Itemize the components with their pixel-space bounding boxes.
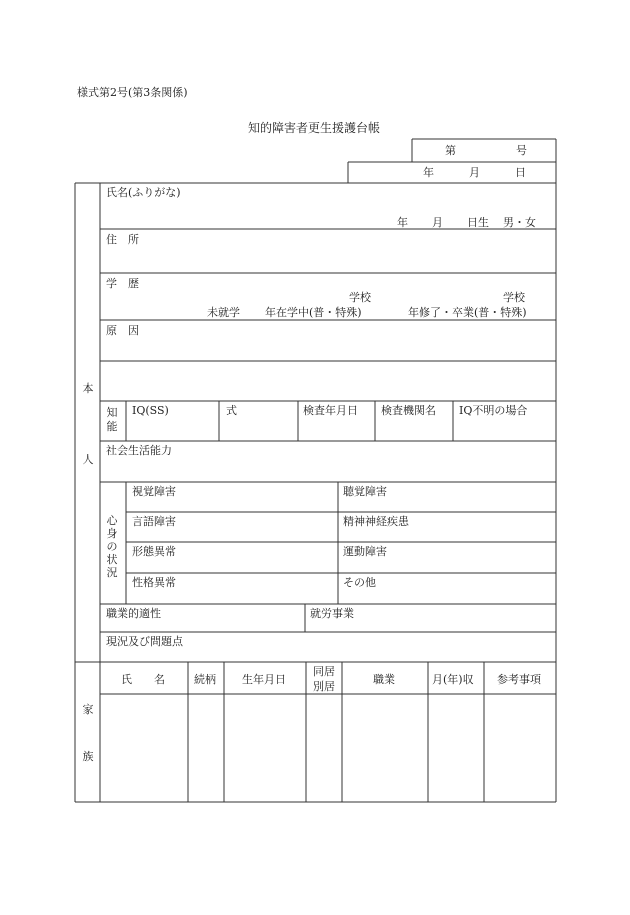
- sex-options: 男・女: [503, 216, 536, 229]
- education-label: 学 歴: [106, 277, 139, 290]
- hearing-impairment-label: 聴覚障害: [343, 485, 387, 498]
- intelligence-label-2: 能: [106, 420, 118, 433]
- family-col-name: 氏 名: [121, 673, 165, 686]
- section-label-person-1: 本: [82, 382, 94, 395]
- family-col-cohab: 同居: [313, 665, 335, 678]
- section-label-family-1: 家: [82, 703, 94, 716]
- section-label-person-2: 人: [82, 453, 94, 466]
- other-label: その他: [343, 576, 376, 589]
- header-day: 日: [515, 166, 526, 179]
- header-dai: 第: [445, 144, 456, 157]
- header-month: 月: [469, 166, 480, 179]
- motor-impairment-label: 運動障害: [343, 545, 387, 558]
- family-col-income: 月(年)収: [432, 673, 474, 686]
- page-title: 知的障害者更生援護台帳: [248, 121, 381, 135]
- employment-label: 就労事業: [310, 607, 354, 620]
- iq-unknown-label: IQ不明の場合: [459, 404, 528, 417]
- formula-label: 式: [226, 404, 237, 417]
- mind-body-label-1: 心: [106, 514, 118, 527]
- education-school-1: 学校: [349, 291, 371, 304]
- header-year: 年: [423, 166, 434, 179]
- birth-day-unit: 日生: [467, 216, 489, 229]
- test-org-label: 検査機関名: [381, 404, 436, 417]
- form-abnormality-label: 形態異常: [132, 545, 176, 558]
- family-col-separate: 別居: [313, 680, 335, 693]
- cause-label: 原 因: [106, 324, 139, 337]
- education-enrolled: 年在学中(普・特殊): [265, 306, 362, 319]
- education-completed: 年修了・卒業(普・特殊): [408, 306, 527, 319]
- personality-abnormality-label: 性格異常: [132, 576, 176, 589]
- form-reference: 様式第2号(第3条関係): [77, 86, 188, 99]
- speech-impairment-label: 言語障害: [132, 515, 176, 528]
- mental-disorder-label: 精神神経疾患: [343, 515, 409, 528]
- education-school-2: 学校: [503, 291, 525, 304]
- section-label-family-2: 族: [82, 750, 94, 763]
- name-label: 氏名(ふりがな): [106, 186, 181, 199]
- education-not-enrolled: 未就学: [207, 306, 240, 319]
- family-col-job: 職業: [373, 673, 395, 686]
- social-ability-label: 社会生活能力: [106, 444, 172, 457]
- mind-body-label-4: 状: [106, 553, 118, 566]
- mind-body-label-2: 身: [106, 527, 118, 540]
- family-col-birth: 生年月日: [242, 673, 286, 686]
- family-col-notes: 参考事項: [497, 673, 541, 686]
- job-aptitude-label: 職業的適性: [106, 607, 161, 620]
- address-label: 住 所: [106, 233, 139, 246]
- family-col-relation: 続柄: [194, 673, 216, 686]
- header-go: 号: [516, 144, 527, 157]
- mind-body-label-3: の: [106, 540, 118, 553]
- birth-month-unit: 月: [432, 216, 443, 229]
- status-label: 現況及び問題点: [106, 635, 183, 648]
- birth-year-unit: 年: [397, 216, 408, 229]
- test-date-label: 検査年月日: [303, 404, 358, 417]
- mind-body-label-5: 況: [106, 566, 118, 579]
- intelligence-label-1: 知: [106, 406, 118, 419]
- visual-impairment-label: 視覚障害: [132, 485, 176, 498]
- iq-label: IQ(SS): [132, 404, 169, 417]
